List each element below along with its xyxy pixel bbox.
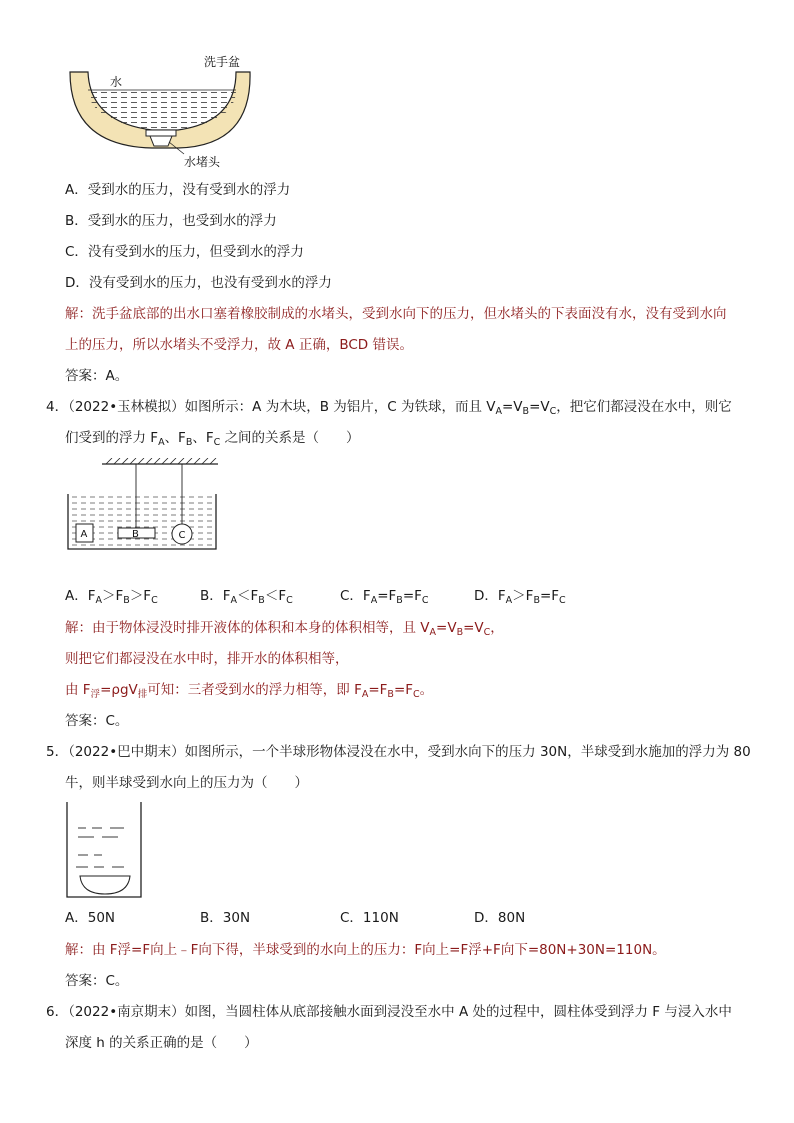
q4-option-d: D．$F_A>F_B=F_C$ (474, 588, 566, 606)
q3-option-d: D．没有受到水的压力，也没有受到水的浮力 (65, 275, 332, 291)
basin-label: 洗手盆 (204, 55, 241, 69)
ball-c-label: C (178, 530, 186, 541)
q4-solution-line1: 解：由于物体浸没时排开液体的体积和本身的体积相等，且 $V_A=V_B=V_C$， (65, 620, 504, 638)
q5-answer: 答案：C。 (65, 973, 129, 989)
q5-stem-line1 (46, 743, 751, 761)
plate-b-label: B (132, 529, 139, 540)
q5-source: （2022•巴中期末） (68, 744, 185, 760)
q4-source: （2022•玉林模拟） (68, 399, 185, 415)
q4-number: 4． (46, 399, 69, 415)
tank-figure (62, 458, 222, 553)
q5-solution: 解：由 F浮=F向上﹣F向下得，半球受到的水向上的压力：F向上=F浮+F向下=80N+30N=110N。 (65, 942, 666, 958)
q5-stem-line2: 牛，则半球受到水向上的压力为（ ） (65, 775, 308, 791)
q6-number: 6． (46, 1004, 69, 1020)
q3-option-c: C．没有受到水的压力，但受到水的浮力 (65, 244, 304, 260)
q4-stem-line2-a: 们受到的浮力 F (65, 430, 159, 446)
wash-basin-figure (60, 50, 260, 175)
q5-stem-a: 如图所示，一个半球形物体浸没在水中，受到水向下的压力 30N，半球受到水施加的浮力为 80 (184, 744, 751, 760)
q5-option-b: B．30N (200, 910, 251, 926)
q6-stem-line2: 深度 h 的关系正确的是（ ） (65, 1035, 258, 1051)
q4-solution-line3: 由 $F_浮=\rho gV_排$可知：三者受到水的浮力相等，即 $F_A=F_B=F_C$。 (65, 682, 434, 700)
q3-solution-line2: 上的压力，所以水堵头不受浮力，故 A 正确，BCD 错误。 (65, 337, 413, 353)
q4-answer: 答案：C。 (65, 713, 129, 729)
q6-source: （2022•南京期末） (68, 1004, 185, 1020)
q3-option-a: A．受到水的压力，没有受到水的浮力 (65, 182, 291, 198)
q4-stem-line2: 们受到的浮力 $F_A$、$F_B$、$F_C$ 之间的关系是（ ） (65, 430, 360, 448)
water-label: 水 (110, 75, 123, 89)
q3-solution-line1: 解：洗手盆底部的出水口塞着橡胶制成的水堵头，受到水向下的压力，但水堵头的下表面没有水，没有受到水向 (65, 306, 727, 322)
q3-option-b: B．受到水的压力，也受到水的浮力 (65, 213, 277, 229)
block-a-label: A (80, 529, 88, 540)
q5-option-c: C．110N (340, 910, 399, 926)
hemisphere-figure (64, 800, 144, 900)
q4-solution-line2: 则把它们都浸没在水中时，排开水的体积相等， (65, 651, 349, 667)
plug-label: 水堵头 (184, 155, 221, 169)
q4-option-b: B．$F_A<F_B<F_C$ (200, 588, 293, 606)
q4-stem-b: ，把它们都浸没在水中，则它 (556, 399, 732, 415)
q4-stem-line1: 4．（2022•玉林模拟）如图所示：A 为木块，B 为铝片，C 为铁球，而且 $V_A=V_B=V_C$，把它们都浸没在水中，则它 (46, 399, 732, 417)
q3-answer: 答案：A。 (65, 368, 129, 384)
q6-stem-a: 如图，当圆柱体从底部接触水面到浸没至水中 A 处的过程中，圆柱体受到浮力 F 与浸入水中 (184, 1004, 732, 1020)
q4-stem-a: 如图所示：A 为木块，B 为铝片，C 为铁球，而且 V (184, 399, 496, 415)
q5-option-d: D．80N (474, 910, 526, 926)
q4-stem-line2-b: 之间的关系是（ ） (224, 430, 360, 446)
q5-number: 5． (46, 744, 69, 760)
q6-stem-line1 (46, 1003, 732, 1021)
q4-option-c: C．$F_A=F_B=F_C$ (340, 588, 429, 606)
q5-option-a: A．50N (65, 910, 116, 926)
q4-option-a: A．$F_A>F_B>F_C$ (65, 588, 158, 606)
